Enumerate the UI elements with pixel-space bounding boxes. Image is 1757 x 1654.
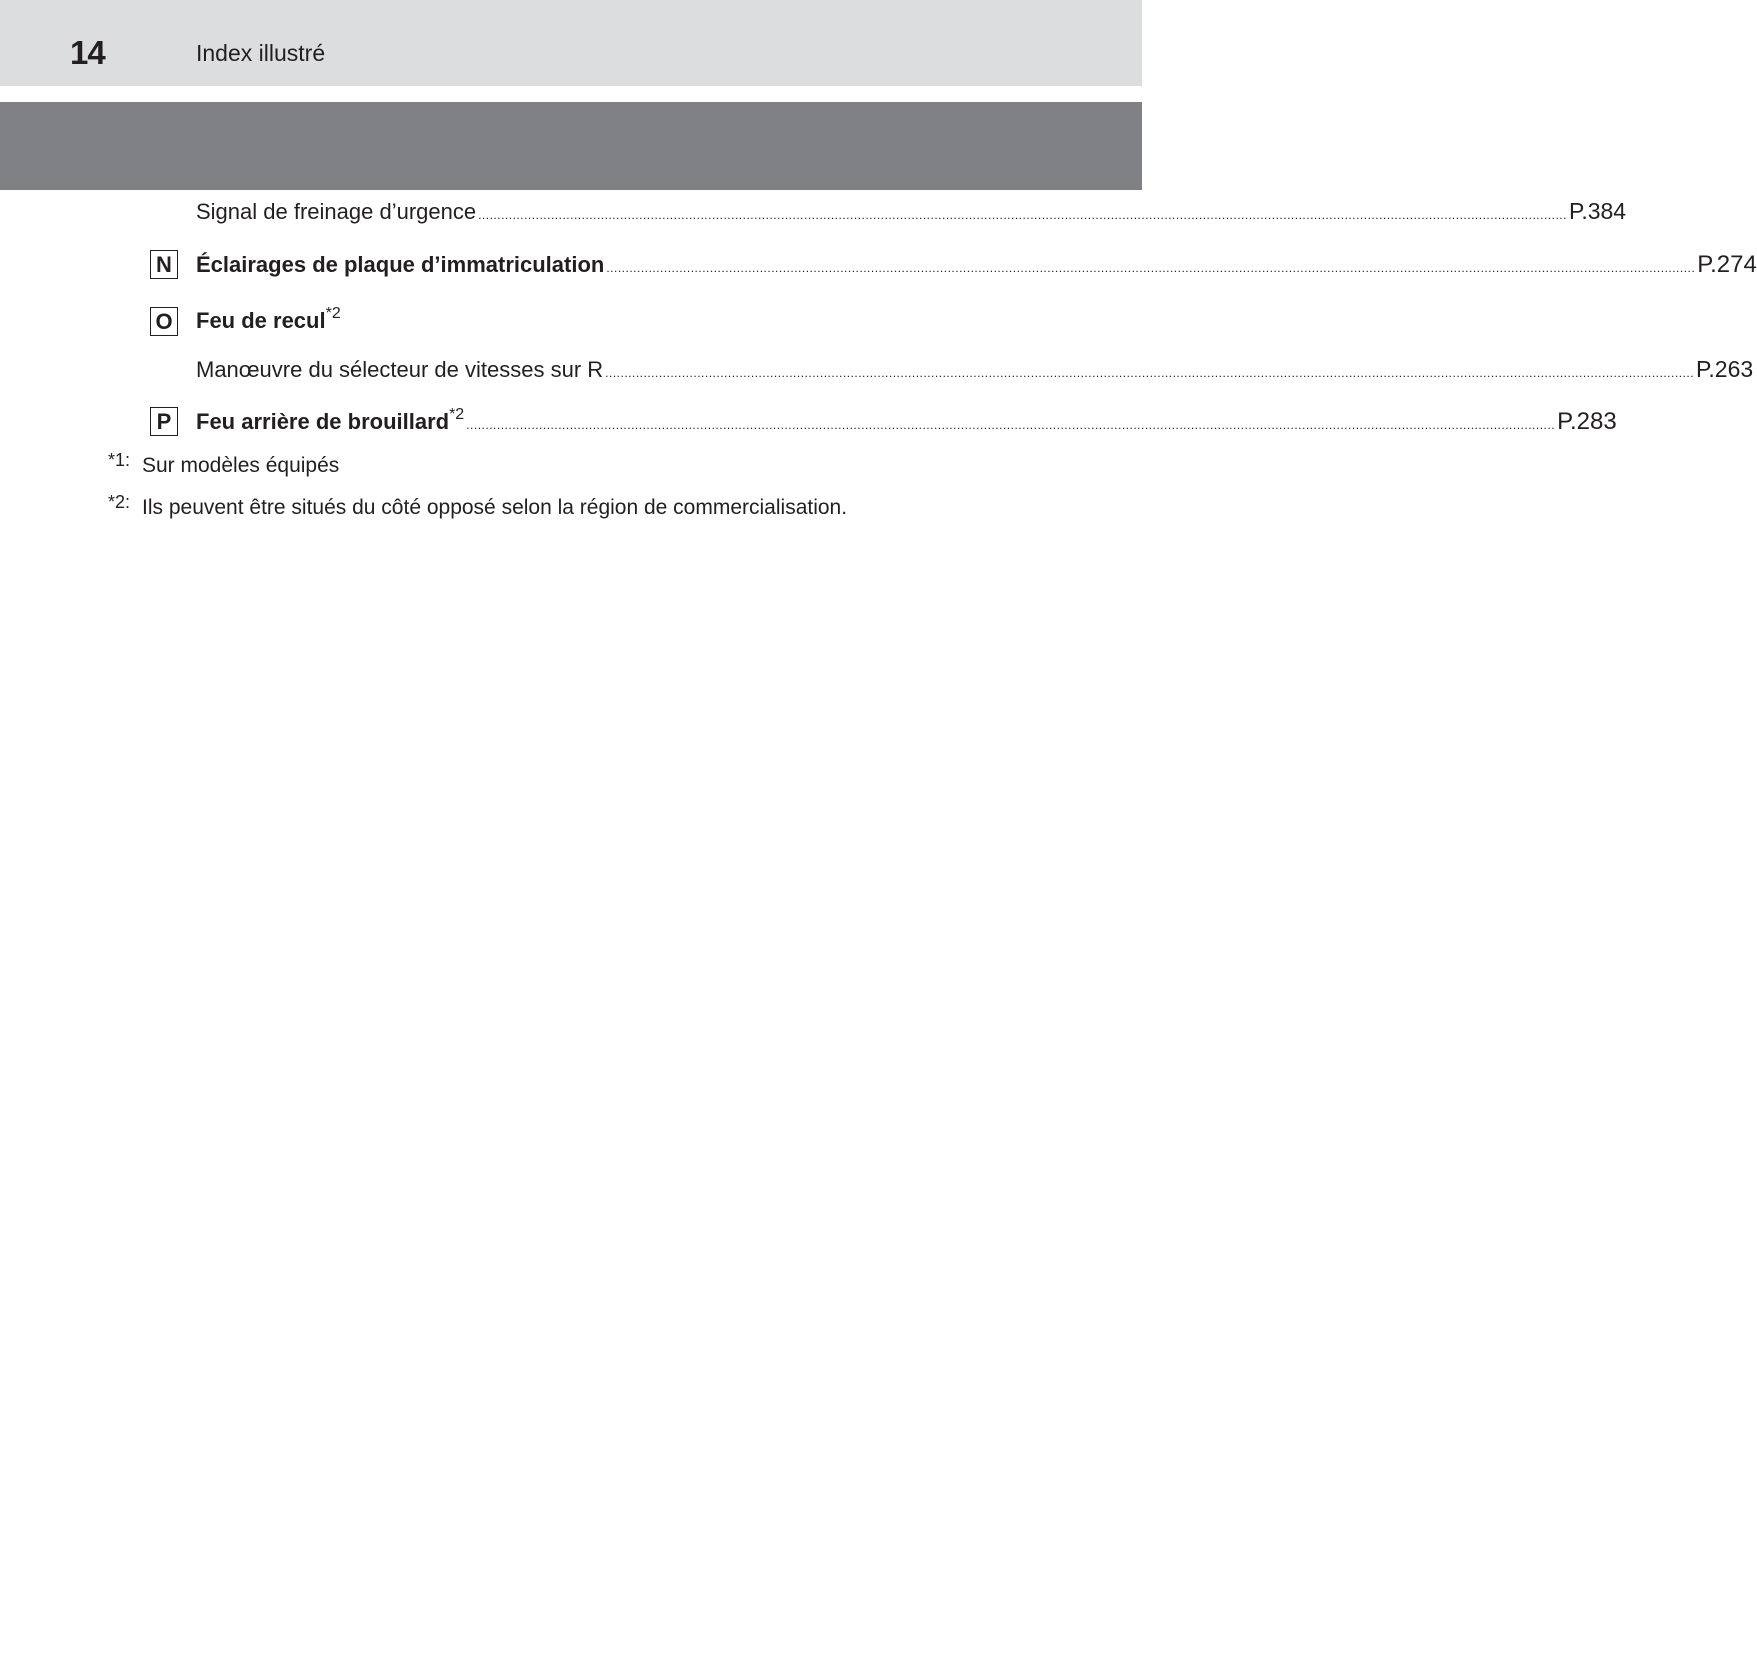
footnote-mark: *1: <box>108 450 131 470</box>
footnote-reference: *2 <box>449 406 465 423</box>
footnote-mark: *2: <box>108 492 131 512</box>
page-reference[interactable]: P.283 <box>1557 408 1617 435</box>
footnote-text: Sur modèles équipés <box>142 454 340 477</box>
footnote-1 <box>108 450 340 477</box>
leader-dots: ............................................................................................................................................................................................................................................................................................ <box>606 261 1696 275</box>
index-entry-rear-fog-light[interactable] <box>196 406 1617 435</box>
footnote-reference: *2 <box>325 305 341 322</box>
entry-label: Feu de recul <box>196 308 326 333</box>
entry-label: Feu arrière de brouillard$^{*2}$ <box>196 406 465 434</box>
footnote-text: Ils peuvent être situés du côté opposé selon la région de commercialisation. <box>142 496 848 519</box>
label-box-o: O <box>150 307 178 336</box>
index-entry-license-plate-lights[interactable] <box>196 251 1757 278</box>
page-reference[interactable]: P.263 <box>1696 356 1754 382</box>
entry-label: Éclairages de plaque d’immatriculation <box>196 252 605 277</box>
entry-label: Signal de freinage d’urgence <box>196 199 477 224</box>
label-box-n: N <box>150 250 178 279</box>
label-box-p: P <box>150 407 178 436</box>
illustration-band <box>0 102 1142 190</box>
leader-dots: ............................................................................................................................................................................................................................................................................................ <box>605 366 1695 380</box>
footnote-2 <box>108 492 848 519</box>
index-entry-shift-to-r[interactable] <box>196 356 1754 382</box>
page-number: 14 <box>70 34 105 71</box>
index-entry-emergency-brake-signal[interactable] <box>196 198 1627 224</box>
leader-dots: ............................................................................................................................................................................................................................................................................................ <box>478 208 1567 222</box>
section-title: Index illustré <box>196 40 326 66</box>
header-band <box>0 0 1142 86</box>
leader-dots: ............................................................................................................................................................................................................................................................................................ <box>466 418 1556 432</box>
page-reference[interactable]: P.384 <box>1568 198 1627 224</box>
page-reference[interactable]: P.274 <box>1697 251 1757 278</box>
entry-label: Manœuvre du sélecteur de vitesses sur R <box>196 357 604 382</box>
index-entry-reverse-light <box>196 305 341 333</box>
